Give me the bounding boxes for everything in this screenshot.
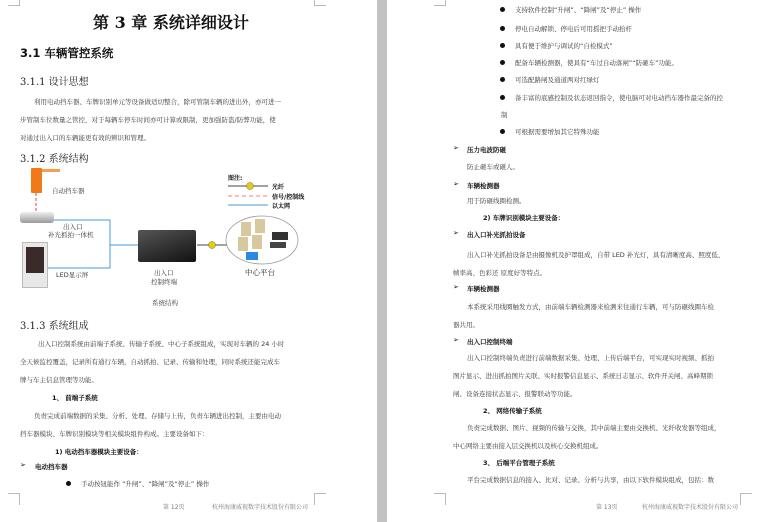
paragraph-line: 出入口补光抓拍设备是由摄像机及护罩组成，自带 LED 补光灯，具有清晰度高、照度低、 <box>467 251 725 259</box>
list-heading: 2) 车牌识别模块主要设备： <box>483 214 565 222</box>
legend-title: 图注: <box>228 175 243 182</box>
bullet-icon <box>500 43 505 48</box>
paragraph-line: 挡车器模块、车牌识别模块等相关模块组件构成。主要设备如下： <box>20 430 209 438</box>
paragraph-line: 步管制车位数量之管控，对于每辆车停车时间亦可计算或限制，更加强防盗/防弊功能，使 <box>20 116 276 124</box>
fiber-marker-icon <box>209 242 216 249</box>
server-icon <box>241 222 251 236</box>
crop-mark <box>314 493 326 505</box>
crop-mark <box>434 493 446 505</box>
chapter-title: 第 3 章 系统详细设计 <box>93 13 249 32</box>
list-heading: 3、 后端平台管理子系统 <box>483 459 555 467</box>
page-13 <box>387 0 760 522</box>
subsection-heading: 3.1.2 系统结构 <box>20 154 89 165</box>
bullet-text: 具有便于维护与调试的“自检模式” <box>515 42 613 50</box>
bullet-icon <box>500 129 505 134</box>
paragraph-line: 负责完成数据、图片、视频的传输与交换，其中前端主要由交换机、光纤收发器等组成， <box>467 424 721 432</box>
paragraph-line: 全天候监控覆盖，记录所有通行车辆，自动抓拍、记录、传输和处理，同时系统还能完成车 <box>20 358 280 366</box>
bullet-icon <box>500 95 505 100</box>
list-heading: 1、 前端子系统 <box>52 394 98 402</box>
crop-mark <box>8 0 20 6</box>
crop-mark <box>434 0 446 6</box>
bullet-text: 可选配路闸及通道两对红绿灯 <box>515 76 600 84</box>
item-heading: 车辆检测器 <box>467 182 500 190</box>
paragraph-line: 牌与车主信息管理等功能。 <box>20 376 98 384</box>
paragraph-line: 对通过出入口的车辆能更有效的辨识和管理。 <box>20 134 150 142</box>
bullet-text: 手动按钮能作 “升闸”、“降闸”及“停止” 操作 <box>81 480 210 488</box>
paragraph-line: 帧率高、色彩还 原度好等特点。 <box>453 269 547 277</box>
crop-mark <box>740 493 752 505</box>
legend-signal-label: 信号/控制线 <box>272 194 305 201</box>
item-text: 防止砸车或砸人。 <box>467 163 519 171</box>
bullet-text: 停电自动解锁、停电后可用摇把手动抬杆 <box>515 25 632 33</box>
server-icon <box>252 235 262 249</box>
terminal-label: 控制终端 <box>151 278 177 286</box>
camera-label: 补光抓拍一体机 <box>48 231 94 239</box>
crop-mark <box>8 493 20 505</box>
barrier-arm-icon <box>42 169 60 172</box>
control-terminal-icon <box>138 230 196 262</box>
list-heading: 1) 电动挡车器模块主要设备： <box>55 448 143 456</box>
bullet-icon <box>66 481 71 486</box>
bullet-text: 可根据需要增加其它特殊功能 <box>515 128 600 136</box>
led-display-icon <box>22 242 48 288</box>
footer-company: 杭州海康威视数字技术股份有限公司 <box>642 504 739 511</box>
section-heading: 3.1 车辆管控系统 <box>20 46 114 60</box>
arrow-bullet-icon: ➢ <box>453 180 459 188</box>
bullet-icon <box>500 7 505 12</box>
paragraph-line: 本系统采用线圈触发方式，由前端车辆检测器来检测来往通行车辆，可与防砸线圈车检 <box>467 303 714 311</box>
bullet-text: 配备车辆检测器，使具有“车过自动落闸”“防砸车”功能。 <box>515 59 678 67</box>
arrow-bullet-icon: ➢ <box>453 144 459 152</box>
paragraph-line: 平台完成数据信息的接入、比对、记录、分析与共享，由以下软件模块组成，包括：数 <box>467 476 714 484</box>
led-label: LED显示屏 <box>56 271 89 279</box>
diagram-caption: 系统结构 <box>152 299 178 307</box>
arrow-bullet-icon: ➢ <box>453 229 459 237</box>
page-12 <box>0 0 377 522</box>
monitor-icon <box>246 252 258 260</box>
barrier-gate-icon <box>31 168 42 193</box>
item-heading: 出入口控制终端 <box>467 338 513 346</box>
bullet-text: 支持软件控制“升闸”、“降闸”及“停止” 操作 <box>515 6 642 14</box>
crop-mark <box>314 0 326 6</box>
camera-label: 出入口 <box>63 223 83 231</box>
paragraph-line: 利用电动挡车器、车牌识别单元等设备做适切整合，除可管制车辆的进出外，亦可进一 <box>34 98 281 106</box>
storage-icon <box>272 232 288 240</box>
item-heading: 出入口补光抓拍设备 <box>467 231 526 239</box>
subsection-heading: 3.1.1 设计思想 <box>20 77 89 88</box>
item-text: 用于防砸线圈检测。 <box>467 197 526 205</box>
bullet-text-wrap: 制 <box>501 111 508 119</box>
paragraph-line: 负责完成前端数据的采集、分析、处理、存储与上传，负责车辆进出控制，主要由电动 <box>34 412 281 420</box>
item-heading: 电动挡车器 <box>35 463 68 471</box>
system-structure-diagram <box>0 165 377 307</box>
paragraph-line: 中心网络主要由接入层交换机以及核心交换机组成。 <box>453 442 603 450</box>
arrow-bullet-icon: ➢ <box>20 461 26 469</box>
paragraph-line: 闸、设备连接状态显示、报警联动等功能。 <box>453 390 577 398</box>
bullet-text: 备丰富的底感控制及状态返回指令，使电脑可对电动挡车器作最完备的控 <box>515 94 723 102</box>
footer-page-number: 第 13页 <box>596 504 618 511</box>
item-heading: 压力电波防砸 <box>467 146 506 154</box>
item-heading: 车辆检测器 <box>467 285 500 293</box>
footer-page-number: 第 12页 <box>163 504 185 511</box>
arrow-bullet-icon: ➢ <box>453 336 459 344</box>
arrow-bullet-icon: ➢ <box>453 283 459 291</box>
camera-icon <box>20 212 54 223</box>
storage-icon <box>270 242 286 248</box>
barrier-label: 自动挡车器 <box>52 187 85 195</box>
server-icon <box>238 237 248 251</box>
legend-fiber-label: 光纤 <box>272 184 285 191</box>
center-platform-label: 中心平台 <box>245 268 275 277</box>
paragraph-line: 出入口控制系统由前端子系统、传输子系统、中心子系统组成，实现对车辆的 24 小时 <box>38 340 285 348</box>
bullet-icon <box>500 77 505 82</box>
bullet-icon <box>500 26 505 31</box>
page-gutter <box>377 0 387 522</box>
legend-ethernet-label: 以太网 <box>272 203 291 210</box>
footer-company: 杭州海康威视数字技术股份有限公司 <box>212 504 309 511</box>
paragraph-line: 图片显示、进出抓拍图片关联、实时报警信息显示、系统日志显示、软件开关闸、高峰期锁 <box>453 372 713 380</box>
paragraph-line: 器共用。 <box>453 321 479 329</box>
subsection-heading: 3.1.3 系统组成 <box>20 321 89 332</box>
terminal-label: 出入口 <box>154 269 174 277</box>
server-icon <box>255 219 265 233</box>
legend-fiber-icon <box>247 183 254 190</box>
paragraph-line: 出入口控制终端负责进行前端数据采集、处理、上传后端平台，可实现实时视频、抓拍 <box>467 354 714 362</box>
list-heading: 2、 网络传输子系统 <box>483 407 542 415</box>
bullet-icon <box>500 60 505 65</box>
